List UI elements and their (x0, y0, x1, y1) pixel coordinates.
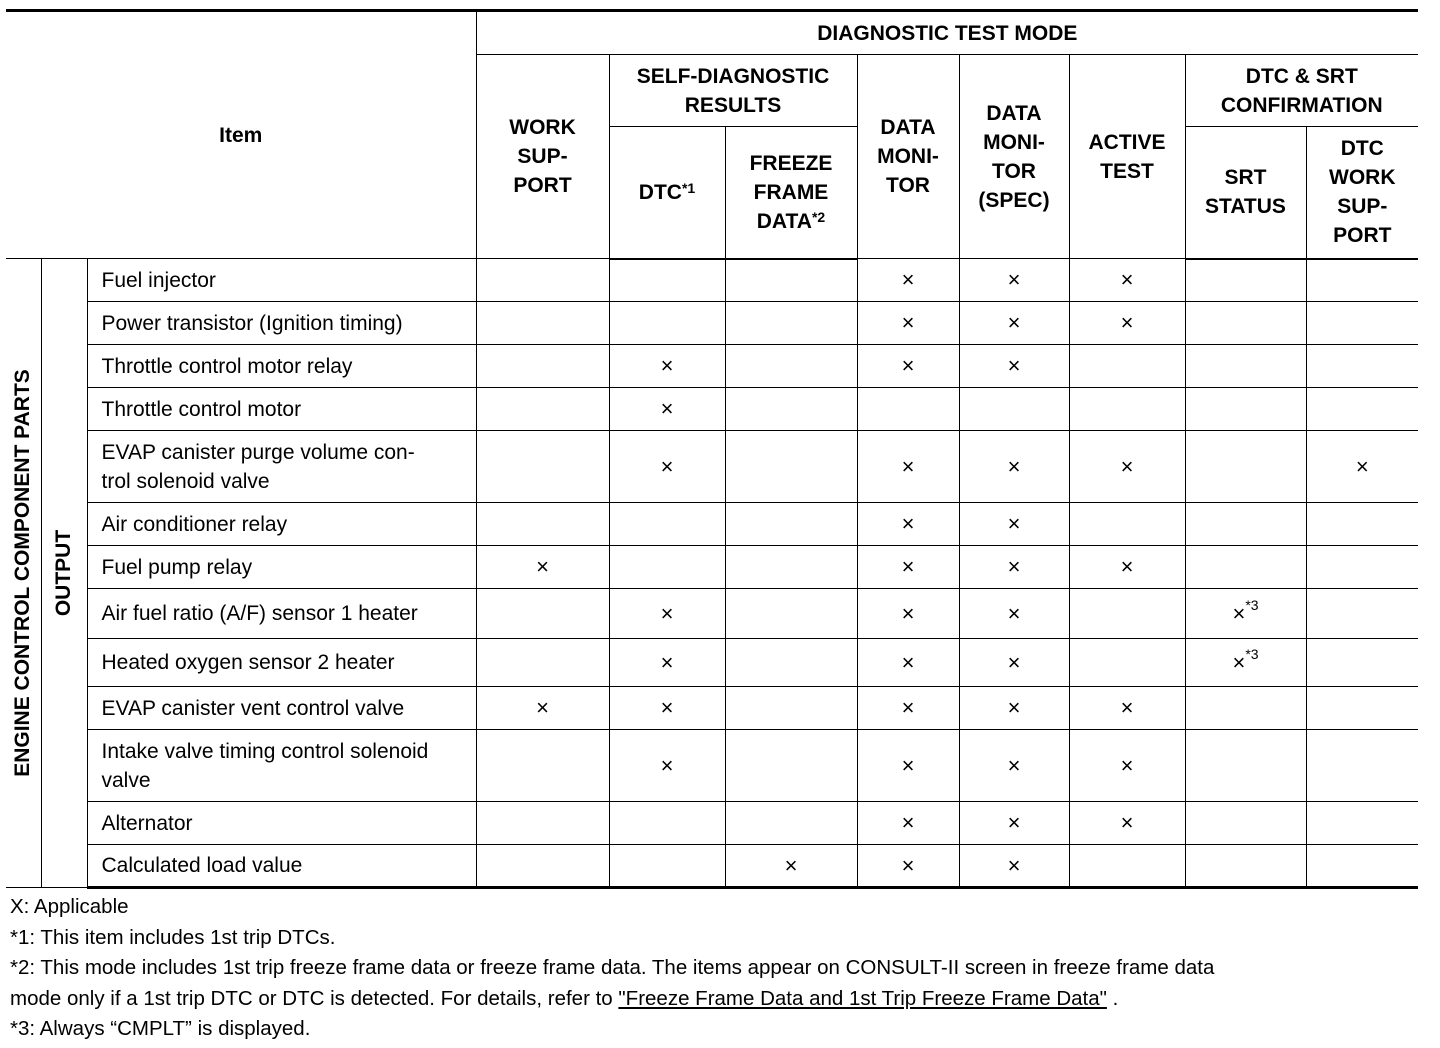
applicable-mark: × (1007, 810, 1021, 835)
applicable-mark: × (1007, 453, 1021, 479)
mark-cell (609, 503, 725, 546)
note-2-line-2: mode only if a 1st trip DTC or DTC is detected. For details, refer to "Freeze Frame Data and 1st Trip Freeze Frame Data" . (10, 986, 1119, 1010)
mark-cell (1185, 639, 1306, 687)
applicable-mark: × (1007, 752, 1021, 778)
mark-cell (1185, 259, 1306, 302)
applicable-mark: × (660, 396, 674, 421)
mark-cell (725, 687, 857, 730)
mark-cell (476, 503, 609, 546)
mark-cell (1185, 503, 1306, 546)
subgroup-label: OUTPUT (52, 529, 75, 617)
applicable-mark: × (901, 695, 915, 720)
applicable-mark: × (1355, 453, 1369, 479)
mark-cell (725, 503, 857, 546)
mark-cell (476, 730, 609, 802)
mark-cell (1306, 589, 1418, 639)
mark-cell (857, 730, 959, 802)
mark-cell (725, 388, 857, 431)
mark-cell (1306, 302, 1418, 345)
applicable-mark: × (1120, 695, 1134, 720)
mark-cell (1185, 345, 1306, 388)
applicable-mark: × (901, 453, 915, 479)
item-label: EVAP canister purge volume con- (101, 440, 415, 464)
item-cell (87, 687, 476, 730)
mark-cell (476, 345, 609, 388)
footnotes (10, 892, 1420, 1045)
item-cell (87, 345, 476, 388)
item-label: Fuel pump relay (101, 555, 253, 579)
applicable-mark: × (1007, 649, 1021, 675)
item-cell (87, 589, 476, 639)
mark-cell (1069, 802, 1185, 845)
mark-cell (1069, 503, 1185, 546)
applicable-mark: × (901, 600, 915, 626)
applicable-mark: × (1007, 511, 1021, 536)
note-2-line-1: *2: This mode includes 1st trip freeze frame data or freeze frame data. The items appear on CONSULT-II screen in freeze frame data (10, 956, 1215, 979)
item-label: Throttle control motor relay (101, 354, 353, 378)
mark-cell (857, 431, 959, 503)
mark-cell (1069, 345, 1185, 388)
mark-cell (609, 546, 725, 589)
mark-cell (959, 388, 1069, 431)
mark-cell (476, 259, 609, 302)
mark-cell (1306, 845, 1418, 888)
table-row (6, 639, 1418, 687)
freeze-frame-data-link[interactable]: "Freeze Frame Data and 1st Trip Freeze Frame Data" (618, 986, 1107, 1010)
mark-cell (609, 639, 725, 687)
mark-cell (1069, 730, 1185, 802)
mark-cell (1069, 639, 1185, 687)
mark-cell (857, 546, 959, 589)
item-label: Fuel injector (101, 268, 216, 292)
mark-cell (476, 589, 609, 639)
mark-cell (609, 345, 725, 388)
mark-cell (1185, 589, 1306, 639)
item-cell (87, 431, 476, 503)
table-row (6, 259, 1418, 302)
mark-cell (857, 589, 959, 639)
mark-cell (959, 431, 1069, 503)
applicable-mark: × (1232, 649, 1246, 675)
mark-cell (1306, 730, 1418, 802)
mark-cell (725, 730, 857, 802)
item-label: Intake valve timing control solenoid (101, 739, 429, 763)
item-label: EVAP canister vent control valve (101, 696, 405, 720)
item-cell (87, 503, 476, 546)
table-row (6, 431, 1418, 503)
mark-cell (1306, 431, 1418, 503)
item-cell (87, 302, 476, 345)
applicable-mark: × (1120, 554, 1134, 579)
table-row (6, 589, 1418, 639)
mark-cell (959, 639, 1069, 687)
applicable-mark: × (1120, 310, 1134, 335)
mark-cell (725, 802, 857, 845)
mark-cell (1069, 431, 1185, 503)
item-label: Alternator (101, 811, 193, 835)
mark-cell (725, 345, 857, 388)
mark-cell (725, 589, 857, 639)
mark-cell (1185, 302, 1306, 345)
mark-cell (609, 845, 725, 888)
mark-cell (609, 802, 725, 845)
mark-cell (1306, 802, 1418, 845)
note-1: *1: This item includes 1st trip DTCs. (10, 925, 336, 949)
applicable-mark: × (660, 600, 674, 626)
mark-cell (857, 388, 959, 431)
mark-cell (959, 589, 1069, 639)
mark-cell (1069, 845, 1185, 888)
freeze-frame-data-header: FREEZE FRAME DATA$^{*2}$ (725, 127, 857, 259)
mark-cell (959, 687, 1069, 730)
applicable-mark: × (1007, 852, 1021, 878)
mark-cell (1069, 589, 1185, 639)
diagnostic-test-mode-header: DIAGNOSTIC TEST MODE (476, 11, 1418, 55)
applicable-mark: × (1007, 695, 1021, 720)
applicable-mark: × (901, 649, 915, 675)
mark-cell (1306, 503, 1418, 546)
item-cell (87, 802, 476, 845)
item-label: valve (101, 768, 151, 792)
table-row (6, 302, 1418, 345)
item-cell (87, 388, 476, 431)
mark-cell (959, 503, 1069, 546)
mark-cell (476, 639, 609, 687)
work-support-header: WORK SUP- PORT (476, 55, 609, 259)
mark-cell (1069, 546, 1185, 589)
mark-cell (857, 345, 959, 388)
applicable-mark: × (1007, 310, 1021, 335)
table-row (6, 845, 1418, 888)
mark-cell (609, 730, 725, 802)
note-applicable: X: Applicable (10, 895, 129, 918)
data-monitor-spec-header: DATA MONI- TOR (SPEC) (959, 55, 1069, 259)
applicable-mark: × (536, 695, 549, 720)
mark-cell (1185, 431, 1306, 503)
item-header: Item (6, 11, 476, 259)
mark-cell (609, 388, 725, 431)
mark-note: *3 (1245, 596, 1259, 613)
applicable-mark: × (901, 852, 915, 878)
mark-cell (1069, 388, 1185, 431)
mark-cell (1306, 546, 1418, 589)
applicable-mark: × (660, 453, 674, 479)
item-cell (87, 639, 476, 687)
applicable-mark: × (660, 353, 674, 378)
self-diagnostic-results-header: SELF-DIAGNOSTIC RESULTS (609, 55, 857, 127)
item-label: Calculated load value (101, 854, 303, 877)
mark-cell (609, 589, 725, 639)
applicable-mark: × (1007, 554, 1021, 579)
table-row (6, 730, 1418, 802)
applicable-mark: × (660, 695, 674, 720)
mark-cell (1185, 546, 1306, 589)
item-cell (87, 845, 476, 888)
mark-cell (609, 302, 725, 345)
dtc-header: DTC$^{*1}$ (609, 127, 725, 259)
item-cell (87, 259, 476, 302)
diagnostic-mode-table (6, 9, 1418, 889)
mark-cell (725, 431, 857, 503)
applicable-mark: × (901, 353, 915, 378)
table-row (6, 546, 1418, 589)
applicable-mark: × (660, 649, 674, 675)
note-3: *3: Always “CMPLT” is displayed. (10, 1017, 311, 1040)
applicable-mark: × (536, 554, 549, 579)
table-row (6, 388, 1418, 431)
table-body (6, 259, 1418, 888)
applicable-mark: × (1007, 600, 1021, 626)
mark-cell (857, 802, 959, 845)
mark-note: *3 (1245, 645, 1259, 662)
applicable-mark: × (901, 267, 915, 292)
mark-cell (1185, 730, 1306, 802)
mark-cell (857, 845, 959, 888)
item-label: Heated oxygen sensor 2 heater (101, 651, 395, 674)
item-cell (87, 730, 476, 802)
applicable-mark: × (901, 810, 915, 835)
item-label: Throttle control motor (101, 397, 302, 421)
mark-cell (959, 345, 1069, 388)
mark-cell (959, 546, 1069, 589)
mark-cell (725, 639, 857, 687)
mark-cell (959, 259, 1069, 302)
applicable-mark: × (901, 511, 915, 536)
mark-cell (725, 259, 857, 302)
group-label: ENGINE CONTROL COMPONENT PARTS (11, 369, 35, 777)
applicable-mark: × (901, 310, 915, 335)
mark-cell (959, 302, 1069, 345)
applicable-mark: × (1232, 600, 1246, 626)
applicable-mark: × (1120, 267, 1134, 292)
mark-cell (476, 845, 609, 888)
mark-cell (725, 302, 857, 345)
mark-cell (959, 802, 1069, 845)
mark-cell (1306, 259, 1418, 302)
mark-cell (476, 546, 609, 589)
applicable-mark: × (1120, 752, 1134, 778)
mark-cell (1069, 259, 1185, 302)
mark-cell (959, 730, 1069, 802)
item-cell (87, 546, 476, 589)
applicable-mark: × (1007, 267, 1021, 292)
mark-cell (857, 259, 959, 302)
item-label: Air fuel ratio (A/F) sensor 1 heater (101, 602, 418, 625)
mark-cell (476, 431, 609, 503)
mark-cell (959, 845, 1069, 888)
applicable-mark: × (1120, 810, 1134, 835)
active-test-header: ACTIVE TEST (1069, 55, 1185, 259)
applicable-mark: × (901, 752, 915, 778)
srt-status-header: SRT STATUS (1185, 127, 1306, 259)
subgroup-label-cell (41, 259, 87, 888)
mark-cell (1185, 388, 1306, 431)
applicable-mark: × (1120, 453, 1134, 479)
mark-cell (609, 431, 725, 503)
mark-cell (1306, 345, 1418, 388)
mark-cell (1185, 687, 1306, 730)
data-monitor-header: DATA MONI- TOR (857, 55, 959, 259)
mark-cell (725, 546, 857, 589)
mark-cell (476, 802, 609, 845)
table-row (6, 503, 1418, 546)
dtc-srt-confirmation-header: DTC & SRT CONFIRMATION (1185, 55, 1418, 127)
group-label-cell (6, 259, 41, 888)
item-label: Air conditioner relay (101, 512, 288, 536)
mark-cell (1069, 687, 1185, 730)
dtc-work-support-header: DTC WORK SUP- PORT (1306, 127, 1418, 259)
table-row (6, 802, 1418, 845)
mark-cell (1069, 302, 1185, 345)
mark-cell (476, 687, 609, 730)
table-row (6, 687, 1418, 730)
mark-cell (1185, 802, 1306, 845)
applicable-mark: × (901, 554, 915, 579)
mark-cell (476, 302, 609, 345)
table-row (6, 345, 1418, 388)
applicable-mark: × (1007, 353, 1021, 378)
mark-cell (476, 388, 609, 431)
mark-cell (1306, 687, 1418, 730)
applicable-mark: × (784, 852, 798, 878)
mark-cell (857, 302, 959, 345)
mark-cell (857, 639, 959, 687)
mark-cell (1185, 845, 1306, 888)
applicable-mark: × (660, 752, 674, 778)
mark-cell (857, 503, 959, 546)
mark-cell (609, 259, 725, 302)
mark-cell (725, 845, 857, 888)
mark-cell (1306, 639, 1418, 687)
mark-cell (1306, 388, 1418, 431)
item-label: trol solenoid valve (101, 469, 270, 493)
mark-cell (609, 687, 725, 730)
mark-cell (857, 687, 959, 730)
item-label: Power transistor (Ignition timing) (101, 311, 403, 335)
